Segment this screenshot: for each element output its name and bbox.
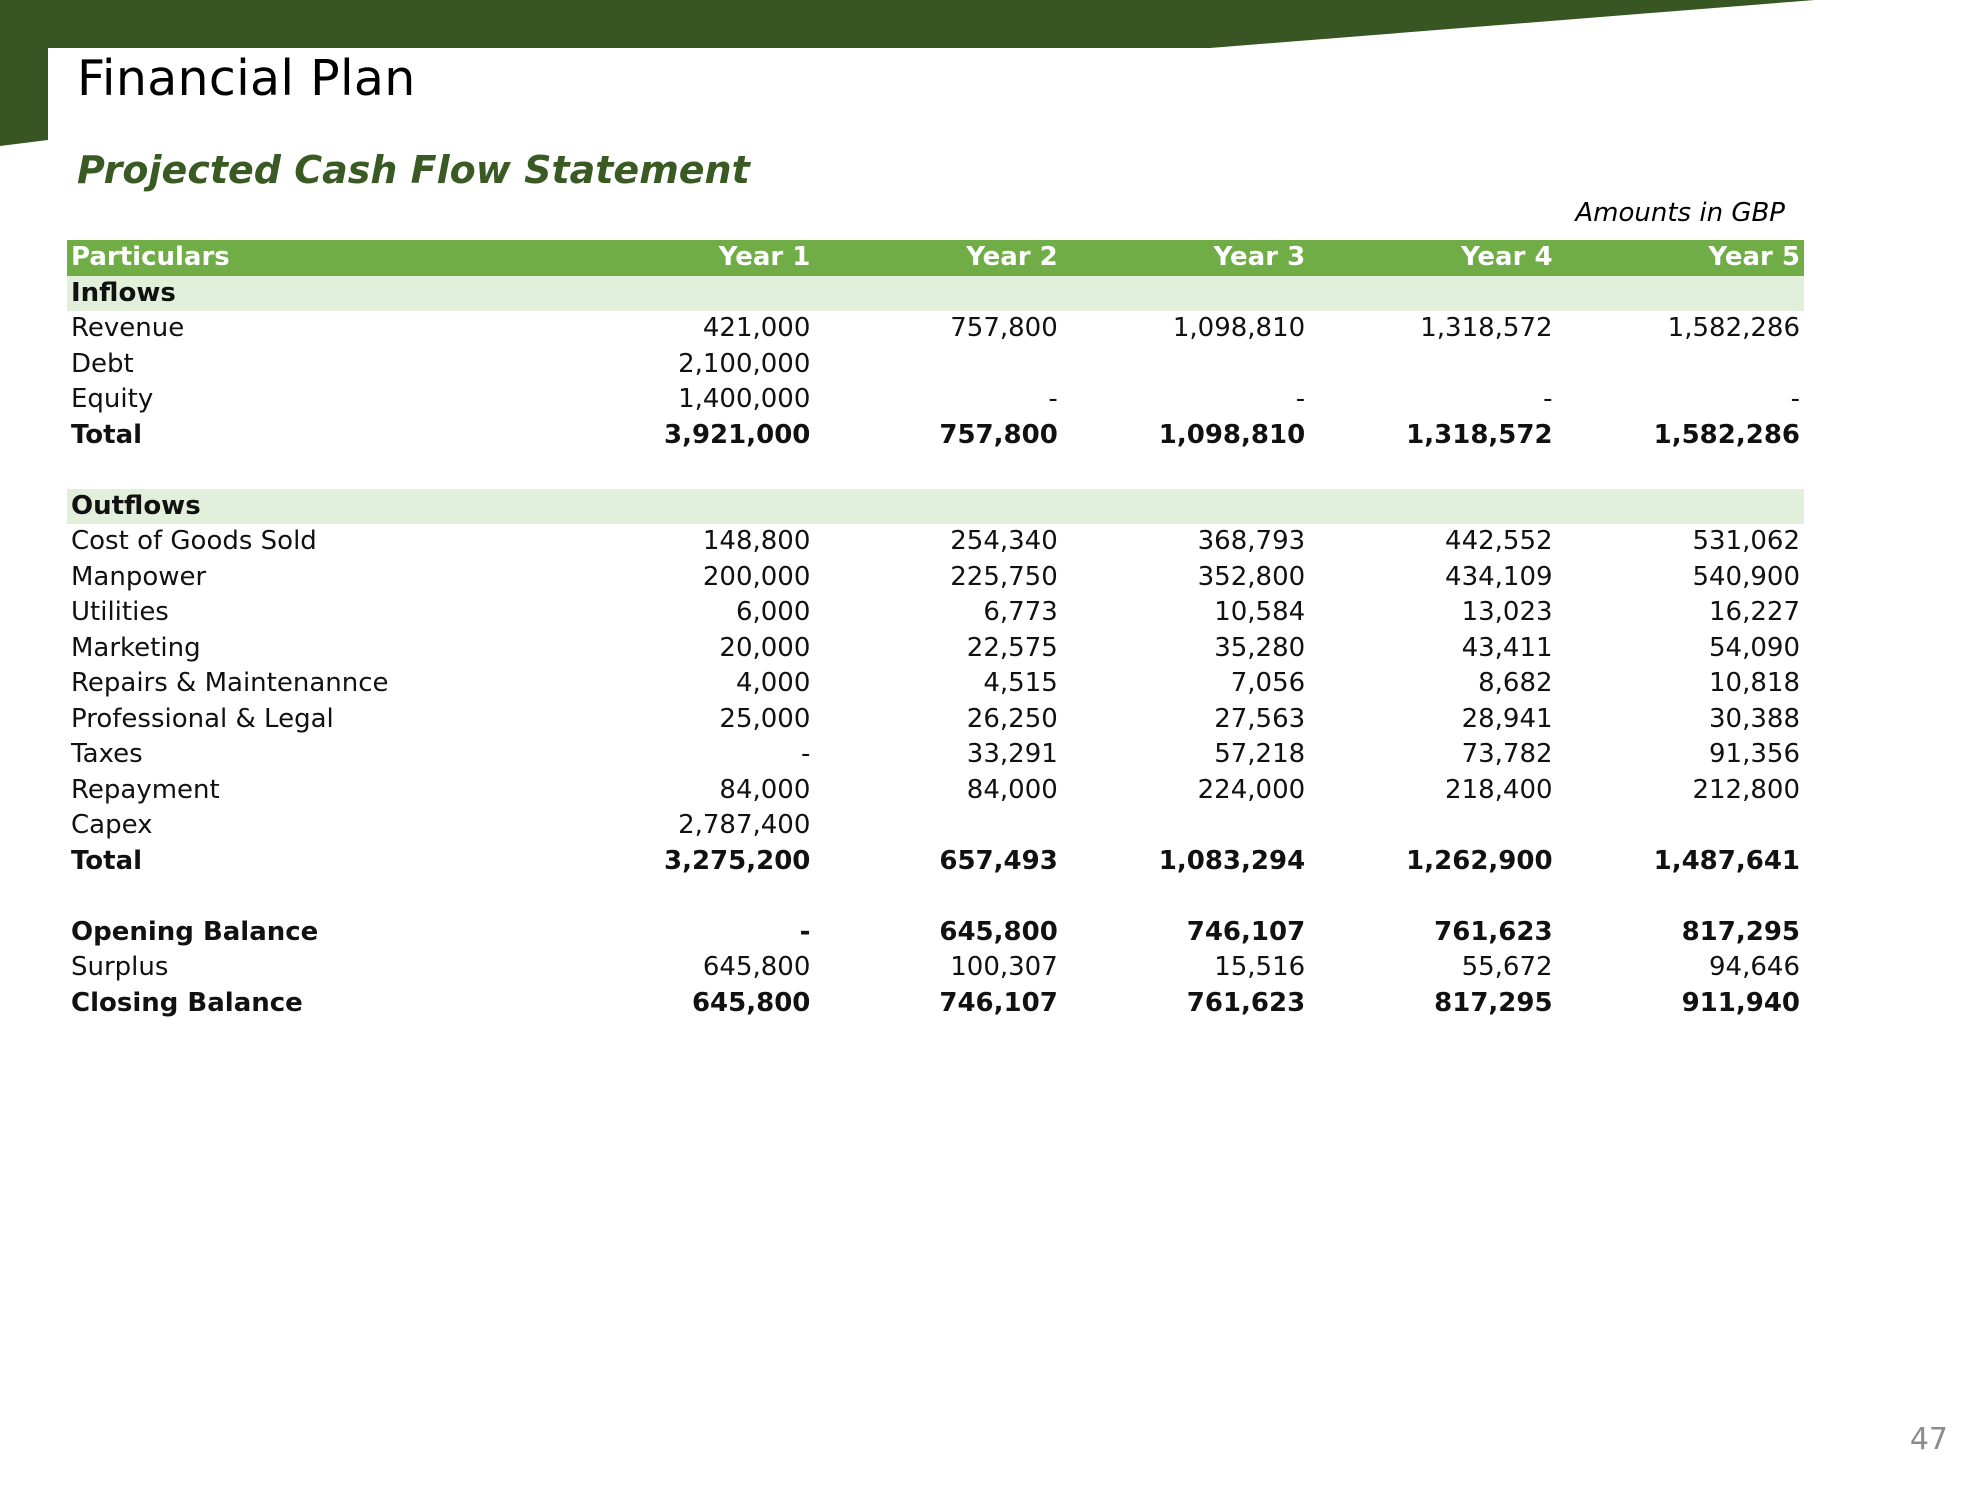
- cell-value: 531,062: [1692, 526, 1800, 556]
- cell-value: 1,582,286: [1653, 419, 1800, 450]
- cell-value: [1557, 453, 1804, 489]
- row-label: Cost of Goods Sold: [71, 526, 317, 556]
- cell-value: [814, 347, 1061, 383]
- cell-value: -: [1295, 384, 1306, 414]
- table-body: [67, 276, 1804, 1022]
- column-header: Year 1: [718, 242, 811, 272]
- section-header-outflows: [67, 489, 1804, 525]
- cell-value: 28,941: [1461, 703, 1553, 734]
- cell-value: 761,623: [1186, 987, 1306, 1018]
- cell-value: 57,218: [1214, 739, 1306, 769]
- cell-value: 1,318,572: [1406, 419, 1553, 450]
- cell-value: 84,000: [719, 774, 811, 805]
- cell-value: 10,584: [1214, 597, 1306, 627]
- balance-row: [67, 986, 1804, 1022]
- cell-value: 911,940: [1681, 987, 1800, 1018]
- row-label: Revenue: [71, 313, 185, 343]
- section-subtitle: Projected Cash Flow Statement: [77, 148, 750, 192]
- balance-row: [67, 950, 1804, 986]
- cell-value: [1309, 808, 1556, 844]
- cell-value: [1062, 453, 1309, 489]
- cell-value: 73,782: [1461, 739, 1553, 769]
- cell-value: 1,262,900: [1406, 845, 1553, 876]
- cell-value: 1,487,641: [1653, 845, 1800, 876]
- cell-value: 817,295: [1681, 916, 1800, 947]
- cell-value: [1557, 489, 1804, 525]
- cell-value: [1309, 347, 1556, 383]
- cell-value: 33,291: [966, 739, 1058, 769]
- cell-value: 224,000: [1197, 774, 1306, 805]
- page-number: 47: [1909, 1422, 1948, 1457]
- row-label: Opening Balance: [71, 916, 319, 947]
- cell-value: 30,388: [1709, 703, 1800, 734]
- cell-value: [1309, 453, 1556, 489]
- cell-value: 15,516: [1214, 952, 1306, 982]
- cell-value: 3,921,000: [664, 419, 811, 450]
- cell-value: 7,056: [1230, 668, 1306, 698]
- cell-value: 94,646: [1709, 952, 1800, 982]
- currency-note: Amounts in GBP: [1575, 198, 1785, 228]
- cell-value: 10,818: [1709, 668, 1800, 698]
- row-label: Professional & Legal: [71, 703, 334, 734]
- table-row: [67, 347, 1804, 383]
- cell-value: -: [1048, 384, 1058, 414]
- cell-value: 817,295: [1434, 987, 1553, 1018]
- row-label: Inflows: [71, 277, 176, 308]
- cell-value: -: [801, 739, 811, 769]
- cell-value: 43,411: [1461, 632, 1553, 663]
- cell-value: 757,800: [939, 419, 1058, 450]
- cell-value: [1062, 879, 1309, 915]
- cell-value: 1,400,000: [678, 384, 811, 414]
- cell-value: 2,100,000: [678, 348, 811, 379]
- cell-value: [1309, 489, 1556, 525]
- balance-row: [67, 915, 1804, 951]
- cell-value: [1062, 276, 1309, 312]
- cell-value: [814, 453, 1061, 489]
- cell-value: 1,582,286: [1667, 313, 1800, 343]
- cell-value: [1062, 808, 1309, 844]
- row-label: Equity: [71, 384, 154, 414]
- row-label: [67, 453, 567, 489]
- column-header: Year 3: [1213, 242, 1306, 272]
- cell-value: 218,400: [1445, 774, 1553, 805]
- cell-value: 746,107: [1186, 916, 1306, 947]
- spacer-row: [67, 879, 1804, 915]
- cell-value: [567, 489, 814, 525]
- cell-value: 657,493: [939, 845, 1058, 876]
- row-label: Marketing: [71, 632, 201, 663]
- spacer-row: [67, 453, 1804, 489]
- cell-value: 35,280: [1214, 632, 1306, 663]
- cell-value: 26,250: [966, 703, 1058, 734]
- cell-value: 421,000: [702, 313, 811, 343]
- cell-value: 442,552: [1445, 526, 1553, 556]
- cell-value: 8,682: [1478, 668, 1553, 698]
- cell-value: 352,800: [1197, 561, 1306, 592]
- row-label: Utilities: [71, 597, 169, 627]
- cell-value: 1,098,810: [1172, 313, 1306, 343]
- cell-value: 4,000: [735, 668, 811, 698]
- table-row: [67, 311, 1804, 347]
- row-label: Repairs & Maintenannce: [71, 668, 389, 698]
- cell-value: 55,672: [1461, 952, 1553, 982]
- table-row: [67, 666, 1804, 702]
- cell-value: [1062, 347, 1309, 383]
- cell-value: 1,098,810: [1158, 419, 1306, 450]
- cell-value: [1557, 808, 1804, 844]
- cell-value: 200,000: [702, 561, 811, 592]
- cell-value: [1557, 276, 1804, 312]
- cell-value: [814, 808, 1061, 844]
- row-label: Surplus: [71, 952, 169, 982]
- cell-value: 16,227: [1709, 597, 1800, 627]
- table-row: [67, 702, 1804, 738]
- row-label: Total: [71, 419, 143, 450]
- cell-value: -: [799, 916, 811, 947]
- table-row: [67, 595, 1804, 631]
- cell-value: 100,307: [950, 952, 1058, 982]
- row-label: Outflows: [71, 490, 201, 521]
- table-header-row: [67, 240, 1804, 276]
- cell-value: [1557, 879, 1804, 915]
- cell-value: 254,340: [950, 526, 1058, 556]
- table-row: [67, 382, 1804, 418]
- cell-value: 22,575: [966, 632, 1058, 663]
- cell-value: 20,000: [719, 632, 811, 663]
- row-label: Capex: [71, 810, 153, 840]
- page-title: Financial Plan: [77, 50, 416, 107]
- table-row: [67, 524, 1804, 560]
- cell-value: 746,107: [939, 987, 1058, 1018]
- cell-value: 25,000: [719, 703, 811, 734]
- table-row: [67, 808, 1804, 844]
- cell-value: 761,623: [1434, 916, 1553, 947]
- cell-value: 1,083,294: [1158, 845, 1306, 876]
- total-row-outflows: [67, 844, 1804, 880]
- cell-value: 645,800: [691, 987, 811, 1018]
- cell-value: 1,318,572: [1420, 313, 1553, 343]
- cell-value: 4,515: [983, 668, 1058, 698]
- total-row-inflows: [67, 418, 1804, 454]
- cell-value: 13,023: [1461, 597, 1553, 627]
- cell-value: 148,800: [702, 526, 811, 556]
- column-header: Year 5: [1708, 242, 1800, 272]
- row-label: Debt: [71, 348, 134, 379]
- row-label: [67, 879, 567, 915]
- cell-value: [567, 879, 814, 915]
- cell-value: 84,000: [966, 774, 1058, 805]
- row-label: Closing Balance: [71, 987, 303, 1018]
- cell-value: 645,800: [939, 916, 1058, 947]
- row-label: Taxes: [71, 739, 143, 769]
- cell-value: 6,773: [983, 597, 1058, 627]
- cell-value: [1309, 276, 1556, 312]
- cell-value: [1062, 489, 1309, 525]
- cell-value: -: [1790, 384, 1800, 414]
- cell-value: [567, 453, 814, 489]
- cell-value: [814, 879, 1061, 915]
- cell-value: 225,750: [950, 561, 1058, 592]
- column-header: Year 2: [966, 242, 1058, 272]
- cell-value: 54,090: [1709, 632, 1800, 663]
- cell-value: [1309, 879, 1556, 915]
- cell-value: [814, 489, 1061, 525]
- cell-value: 3,275,200: [664, 845, 811, 876]
- cell-value: 645,800: [702, 952, 811, 982]
- cell-value: 368,793: [1197, 526, 1306, 556]
- table-row: [67, 631, 1804, 667]
- row-label: Total: [71, 845, 143, 876]
- cell-value: [1557, 347, 1804, 383]
- column-header: Particulars: [71, 242, 230, 272]
- cell-value: 27,563: [1214, 703, 1306, 734]
- cell-value: 434,109: [1445, 561, 1553, 592]
- cell-value: 6,000: [735, 597, 811, 627]
- cash-flow-table: [67, 240, 1804, 1021]
- cell-value: 2,787,400: [678, 810, 811, 840]
- table-row: [67, 560, 1804, 596]
- row-label: Repayment: [71, 774, 220, 805]
- row-label: Manpower: [71, 561, 207, 592]
- cell-value: 757,800: [950, 313, 1058, 343]
- cell-value: [567, 276, 814, 312]
- section-header-inflows: [67, 276, 1804, 312]
- cell-value: 540,900: [1692, 561, 1800, 592]
- cell-value: 91,356: [1709, 739, 1800, 769]
- table-row: [67, 773, 1804, 809]
- column-header: Year 4: [1460, 242, 1553, 272]
- cell-value: [814, 276, 1061, 312]
- table-row: [67, 737, 1804, 773]
- cell-value: -: [1543, 384, 1553, 414]
- cell-value: 212,800: [1692, 774, 1800, 805]
